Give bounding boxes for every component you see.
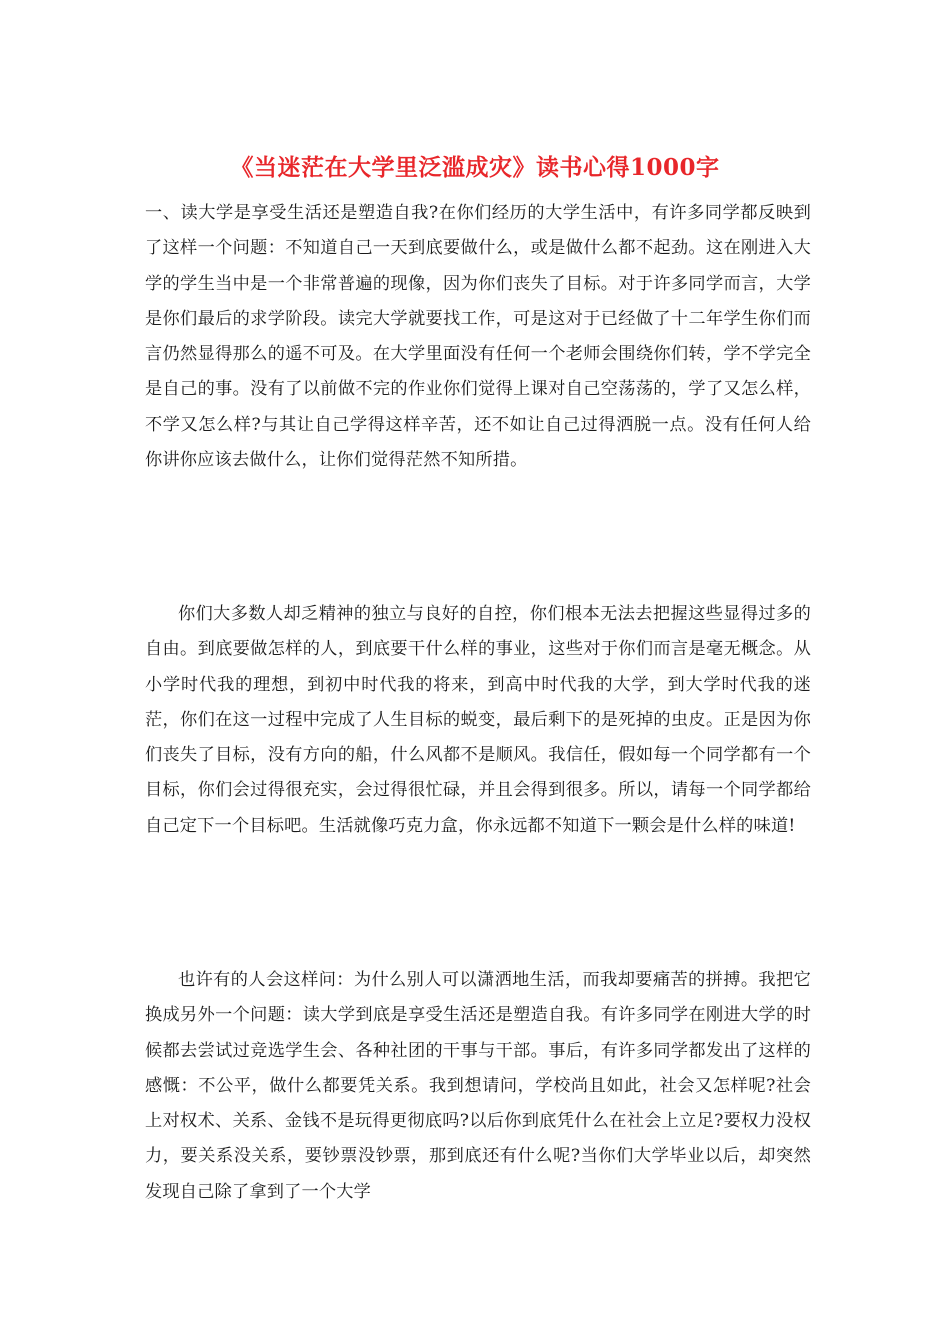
paragraph-1: 一、读大学是享受生活还是塑造自我?在你们经历的大学生活中，有许多同学都反映到了这样一个问题：不知道自己一天到底要做什么，或是做什么都不起劲。这在刚进入大学的学生当中是一个非常普遍的现像，因为你们丧失了目标。对于许多同学而言，大学是你们最后的求学阶段。读完大学就要找工作，可是这对于已经做了十二年学生你们而言仍然显得那么的遥不可及。在大学里面没有任何一个老师会围绕你们转，学不学完全是自己的事。没有了以前做不完的作业你们觉得上课对自己空荡荡的，学了又怎么样，不学又怎么样?与其让自己学得这样辛苦，还不如让自己过得洒脱一点。没有任何人给你讲你应该去做什么，让你们觉得茫然不知所措。 — [145, 203, 811, 471]
document-title: 《当迷茫在大学里泛滥成灾》读书心得1000字 — [230, 154, 720, 181]
paragraph-2: 你们大多数人却乏精神的独立与良好的自控，你们根本无法去把握这些显得过多的自由。到底要做怎样的人，到底要干什么样的事业，这些对于你们而言是毫无概念。从小学时代我的理想，到初中时代我的将来，到高中时代我的大学，到大学时代我的迷茫，你们在这一过程中完成了人生目标的蜕变，最后剩下的是死掉的虫皮。正是因为你们丧失了目标，没有方向的船，什么风都不是顺风。我信任，假如每一个同学都有一个目标，你们会过得很充实，会过得很忙碌，并且会得到很多。所以，请每一个同学都给自己定下一个目标吧。生活就像巧克力盒，你永远都不知道下一颗会是什么样的味道! — [145, 604, 811, 836]
paragraph-3: 也许有的人会这样问：为什么别人可以潇洒地生活，而我却要痛苦的拼搏。我把它换成另外一个问题：读大学到底是享受生活还是塑造自我。有许多同学在刚进大学的时候都去尝试过竞选学生会、各种社团的干事与干部。事后，有许多同学都发出了这样的感慨：不公平，做什么都要凭关系。我到想请问，学校尚且如此，社会又怎样呢?社会上对权术、关系、金钱不是玩得更彻底吗?以后你到底凭什么在社会上立足?要权力没权力，要关系没关系，要钞票没钞票，那到底还有什么呢?当你们大学毕业以后，却突然发现自己除了拿到了一个大学 — [145, 970, 811, 1202]
